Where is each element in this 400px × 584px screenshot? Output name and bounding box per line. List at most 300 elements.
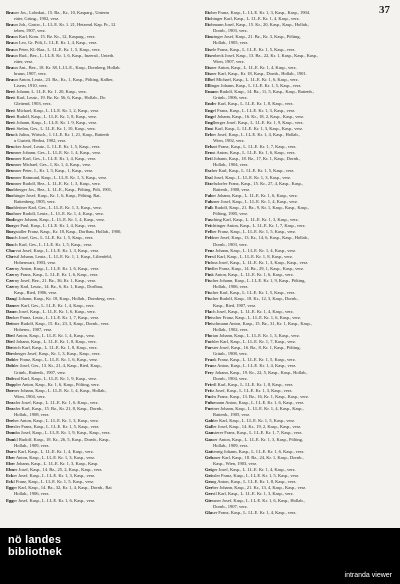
entry-text: edl Karl, Kasp., L. I.L.E. Kr. 1, 8, Kasp., verz. xyxy=(210,381,294,387)
entry-text: hner Rudolf, Leutz., L. I.L.E. Kr. 1, 4, Kasp., verz. xyxy=(13,211,104,217)
entry-text: ner Anton, Kasp., L. I.L.E. Kr. 1, 4, Kasp., verz. xyxy=(210,64,297,70)
entry-surname: Bru xyxy=(6,162,14,168)
entry-text: rny Karl, Leutz., 14. Bz., 6, Kr. 1, Kasp., Dorfbau, xyxy=(13,284,104,290)
entry-surname: Die xyxy=(6,332,13,338)
entry-text: Dornb., 1907, verz. xyxy=(213,503,248,509)
entry-text: Gleitend, 1903, verz. xyxy=(14,101,52,107)
entry-surname: Bra xyxy=(6,77,14,83)
entry-text: rmann Anton, Kasp., L. I.L.E. Kr. 1, 6, Kasp., verz. xyxy=(212,400,305,405)
entry-text: nner Michael, Ges., 1, Kr. 1, 4, Kasp., verz. xyxy=(13,162,92,168)
entry-surname: End xyxy=(205,101,214,107)
entry-text: l Johann, Kasp., 18. Bz., 17, Kr. 1, Kasp., Dornb., xyxy=(211,156,301,162)
entry-text: ler Karl, Kasp., L. I.L.E. Kr. 1, 5, Kasp., verz. xyxy=(213,418,296,424)
entry-surname: Fri xyxy=(205,387,211,393)
entry-text: cher Rudolf, Kasp., 18. Kr., 12, 3, Kasp., Dornb., xyxy=(210,296,299,302)
entry-surname: Dol xyxy=(6,375,13,381)
entry-text: Wien, 1904, verz. xyxy=(14,393,46,399)
entry-text: lberger Josef, Kasp., L. I.L.E. Kr. 1, 9, Kasp., verz. xyxy=(212,119,304,125)
entry-text: Grünb., 1908, verz. xyxy=(213,351,248,357)
entry-text: hleitner Karl, Ges., L. I.L.E. Kr. 1, 3, Kasp., verz. xyxy=(13,205,102,210)
entry-text: ching Karl, Kasp., L. I.L.E. Kr. 1, 3, Kasp., verz. xyxy=(211,217,299,223)
entry-surname: Etz xyxy=(205,180,212,186)
entry-surname: Eic xyxy=(205,22,212,28)
entry-surname: Fra xyxy=(205,357,212,363)
entry-text: enbeck Josef, Kasp., 13. Bz., 22, Kr. 1, Kasp., Kasp., Kasp., xyxy=(210,52,319,58)
entry-surname: Ebe xyxy=(6,454,14,460)
entry-surname: Eis xyxy=(205,46,211,52)
entry-surname: Ell xyxy=(205,83,211,89)
entry-surname: Fur xyxy=(205,406,213,412)
entry-surname: Fab xyxy=(205,192,213,198)
entry-text: Grünb., Rattenb., 1907, verz. xyxy=(14,369,67,375)
entry-text: k Anton, Kasp., L. I.L.E. Kr. 1, 6, Kasp., verz. xyxy=(211,272,294,278)
entry-surname: Eis xyxy=(205,70,211,76)
entry-text: z Johann, Kasp., L. I.L.E. Kr. 1, 4, Kasp., verz. xyxy=(212,247,297,253)
entry-surname: Gas xyxy=(205,436,213,442)
entry-surname: Dan xyxy=(6,302,15,308)
entry-surname: Gan xyxy=(205,430,214,436)
entry-text: Dornb., 1903, verz. xyxy=(213,241,248,247)
entry-text: ser Anton, Kasp., L. I.L.E. Kr. 1, 3, Kasp., Pölting, xyxy=(212,436,304,442)
entry-surname: Bre xyxy=(6,89,13,95)
entry-text: el Michael, Kasp., L. I.L.E. Kr. 1, 6, Kasp., verz. xyxy=(211,77,299,83)
entry-surname: Dra xyxy=(6,400,14,405)
entry-surname: Elb xyxy=(205,77,212,83)
entry-surname: Chr xyxy=(6,253,14,259)
entry-text: tner Johann, Kasp., L. I.L.E. Kr. 1, 4, Kasp., Kasp., xyxy=(212,406,304,412)
entry-surname: Dan xyxy=(6,296,15,302)
entry-text: hinger Karl, Kasp., L. I.L.E. Kr. 1, 4, Kasp., verz. xyxy=(211,16,300,22)
entry-text: nner Johann, Ges., L. I.L.E. Kr. 1, 4, Kasp., verz. xyxy=(13,150,102,156)
entry-surname: Bru xyxy=(6,180,14,186)
entry-text: rüter, verz. xyxy=(14,58,34,64)
entry-text: it Stefan, Ges., L. I.L.E. Kr. 1, 10, Kasp., verz. xyxy=(12,125,96,131)
entry-text: ler Josef, Ges., 13. Kr., 21, 4, Kasp., Ried, Kasp., xyxy=(14,363,102,369)
entry-surname: Bra xyxy=(6,46,14,52)
entry-surname: Bre xyxy=(6,107,13,113)
entry-text: stl Karl, Kasp., L. I.L.E. Kr. 1, 8, Kasp., verz. xyxy=(211,253,293,259)
entry-surname: Bus xyxy=(6,235,14,241)
left-column xyxy=(6,10,194,504)
entry-surname: Dop xyxy=(6,381,15,387)
entry-text: rvat Josef, Kasp., L. I.L.E. Kr. 1, 3, Kasp., verz. xyxy=(14,247,100,253)
entry-text: Hohenw., 1907, verz. xyxy=(14,326,53,332)
entry-text: inger Johann, Kasp., L. I.L.E. Kr. 1, 4, Kasp., verz. xyxy=(14,217,106,223)
entry-text: Hollab., 1902, verz. xyxy=(213,326,249,332)
entry-text: un Joh., Gastw., L. I.L.E. Kr. 1. 21, Hetzend. Kap. Pr., 12 xyxy=(13,22,116,28)
entry-text: Hollab., 1908, verz. xyxy=(14,412,50,418)
entry-text: ger Paul, Kasp., L. I.L.E. Kr. 1, 4, Kasp., verz. xyxy=(13,223,97,229)
entry-text: Hollab., 1906, verz. xyxy=(14,491,50,497)
entry-text: nner Raimund, Kasp., L. I.L.E. Kr. 1, 3, Kasp., verz. xyxy=(13,174,108,180)
entry-surname: Bur xyxy=(6,229,14,235)
entry-text: ker Franz, Leutz., L. I.L.E. Kr. 1, 7, Kasp., verz. xyxy=(13,314,100,320)
entry-text: ch Josef, Kasp., L. I.L.E. Kr. 1, 4, Kasp., verz. xyxy=(211,308,294,314)
entry-text: rg Anton, Kasp., L. I.L.E. Kr. 1, 8, Kasp., verz. xyxy=(212,479,297,485)
entry-surname: Ess xyxy=(205,174,212,180)
entry-surname: Gat xyxy=(205,448,213,454)
entry-text: un Ant., Bez., 18. Kr. 38, L.I.L.E., Kasp., Dornberg, Hollab. xyxy=(13,64,121,70)
entry-surname: Fie xyxy=(205,265,211,271)
entry-text: dner Josef, Kasp., 13. Kr., 14, 6, Kasp., Kasp., Hollab., xyxy=(210,235,310,241)
entry-surname: Bru xyxy=(6,150,14,156)
entry-text: tl Anton, Kasp., L. I.L.E. Kr. 1, 4, Kasp., verz. xyxy=(12,332,96,338)
entry-text: xler Franz, Kasp., L. I.L.E. Kr. 1, 5, Kasp., verz. xyxy=(13,424,100,430)
entry-text: her Anton, Kasp., L. I.L.E. Kr. 1, 3, Kasp., verz. xyxy=(13,418,99,424)
entry-text: er Karl, Kasp., 14. Bz., 32, Kr. 1, 4, Kasp., Dornb., Rai xyxy=(13,485,112,491)
entry-surname: Ern xyxy=(205,150,213,156)
entry-surname: For xyxy=(205,345,212,351)
entry-text: ezal Karl, Kasp., L. I.L.E. Kr. 1, 9, Kasp., verz. xyxy=(12,375,97,381)
entry-surname: Geo xyxy=(205,479,213,485)
entry-surname: Eng xyxy=(205,107,213,113)
entry-text: ner Karl, Ges., L. I.L.E. Kr. 1, 4, Kasp., verz. xyxy=(14,302,95,308)
entry-text: Pölting, 1905, verz. xyxy=(213,211,249,217)
entry-surname: Egg xyxy=(6,485,14,491)
entry-text: ssler Franz, Kasp., L. I.L.E. Kr. 1, 5, Kasp., verz. xyxy=(211,473,300,479)
entry-surname: Fri xyxy=(205,381,211,387)
entry-surname: Bru xyxy=(6,174,14,180)
entry-text: ischmann Anton, Kasp., 15. Bz., 31, Kr. 1, Kasp., Kasp., xyxy=(210,320,312,326)
entry-surname: Fuc xyxy=(205,393,213,399)
entry-text: ch Karl, Ges., L. I.L.E. Kr. 1, 5, Kasp., verz. xyxy=(13,241,93,247)
entry-text: Dornb., 1903, verz. xyxy=(213,28,248,34)
entry-surname: Bra xyxy=(6,52,14,58)
entry-text: y Johann, Kasp., 19. Kr., 22, 5, Kasp., Kasp., Hollab., xyxy=(211,369,308,375)
entry-text: hna Josef, Kasp., L. I.L.E. Kr. 1, 3, Kasp., Kasp., verz. xyxy=(210,259,309,265)
entry-text: ternig Johann, Kasp., L. I.L.E. Kr. 1, 6, Kasp., verz. xyxy=(212,448,305,454)
entry-surname: Bra xyxy=(6,40,14,46)
entry-surname: Egg xyxy=(6,497,14,503)
entry-surname: Gab xyxy=(205,418,214,424)
entry-text: nz Anton, Kasp., L. I.L.E. Kr. 1, 4, Kasp., verz. xyxy=(212,363,297,369)
entry-text: er Karl, Kasp., L. I.L.E. Kr. 1, 8, Kasp., verz. xyxy=(213,101,294,107)
page-number: 37 xyxy=(379,4,390,16)
entry-text: st Karl, Kasp., L. I.L.E. Kr. 1, 4, Kasp., verz. xyxy=(13,448,94,454)
entry-text: Lisern, 1910, verz. xyxy=(14,83,48,89)
right-column xyxy=(205,10,393,516)
entry-text: un Peter, Kl.-Raa., L. I.L.E. Kr. 1, 5, Kasp., verz. xyxy=(13,46,101,52)
entry-text: ber Johann, Kasp., 21. Kr., 13, 4, Kasp., Kasp., verz. xyxy=(212,485,307,491)
entry-text: un Karl, Kom. 15. Bz. Kr., 12, Kasparg., verz. xyxy=(13,34,96,40)
entry-surname: Bur xyxy=(6,223,14,229)
entry-text: it Karl, Leutz., 19. Bz. Kr. 56, 6, Kasp., Hollab., Do xyxy=(12,95,106,101)
entry-surname: Cze xyxy=(6,284,14,290)
entry-surname: Fal xyxy=(205,205,212,210)
entry-text: tl Johann, Kasp., L. I.L.E. Kr. 1, 8, Kasp., verz. xyxy=(12,339,97,345)
entry-surname: Bru xyxy=(6,168,14,174)
entry-surname: Geb xyxy=(205,454,214,460)
entry-text: un Anton, Leutz., 23. Bz., Kr., 1, Kasp., Pölting, Kalber, xyxy=(13,77,114,83)
entry-text: pler Anton, Kasp., Kr. 1, 6, Kasp., Pölting, verz. xyxy=(14,381,100,387)
entry-text: Rattenb., 1905, verz. xyxy=(213,412,251,418)
entry-surname: Fer xyxy=(205,253,212,259)
entry-text: k Rudolf, Kasp., 21. Bz., 9, Kr. 1, Kasp., Kasp., Kasp., xyxy=(211,205,309,210)
entry-surname: Fah xyxy=(205,198,213,204)
entry-surname: Eic xyxy=(205,10,212,15)
entry-text: r Johann, Kasp., L. I.L.E. Kr. 1, 3, Kasp., Kasp. xyxy=(13,460,99,466)
entry-surname: Fuh xyxy=(205,400,213,405)
entry-text: ck Julius, Wirtsch., 1. I.L.E. Kr. 1, 21, Kasp., Rattenb xyxy=(13,131,109,137)
entry-surname: Fei xyxy=(205,223,211,229)
entry-text: Hollab., 1905, verz. xyxy=(213,40,249,46)
entry-surname: Foc xyxy=(205,339,212,345)
entry-text: mer Rudolf, Kasp., 15. Kr., 23, 3, Kasp., Dornb., verz. xyxy=(12,320,110,326)
entry-text: ler Josef, Kasp., 14. Kr., 19, 2, Kasp., Kasp., verz. xyxy=(212,424,302,430)
entry-surname: Cze xyxy=(6,265,14,271)
entry-surname: Fic xyxy=(205,259,211,265)
entry-text: art Franz, Kasp., L. I.L.E. Kr. 1, 7, Kasp., verz. xyxy=(212,144,297,150)
entry-surname: Ger xyxy=(205,491,213,497)
entry-text: hinger Josef, Kasp., Kr. 1, 6, Kasp., Pölting, Rat, xyxy=(13,192,101,198)
entry-surname: Dre xyxy=(6,424,14,430)
entry-text: her Franz, Kasp., L. I.L.E. Kr. 1, 3, Kasp., Kasp., 1904. xyxy=(211,10,311,15)
entry-text: cher Johann, Kasp., L. I.L.E. Kr. 1, 9, Kasp., Pölting, xyxy=(210,278,306,284)
entry-text: Hollab., 1906, verz. xyxy=(213,284,249,290)
entry-surname: Fas xyxy=(205,217,212,223)
entry-surname: Gal xyxy=(205,424,212,430)
entry-text: trich Karl, Kasp., L. I.L.E. Kr. 1, 8, Kasp., verz. xyxy=(12,345,98,351)
entry-surname: Fel xyxy=(205,229,211,235)
entry-text: u Gurteit, Herbst, 1902, verz. xyxy=(14,137,67,143)
entry-text: t Karl, Kasp., L. I.L.E. Kr. 1, 3, Kasp., Kasp., verz. xyxy=(212,125,304,131)
entry-text: Hohenwart, 1903, verz. xyxy=(14,259,57,265)
entry-text: tz Josef, Kasp., L. I.L.E. Kr. 1, 3, Kasp., verz. xyxy=(210,387,293,393)
entry-text: rny Franz, Kasp., L. I.L.E. Kr. 1, 6, Kasp., verz. xyxy=(13,272,99,278)
directory-entry xyxy=(6,498,194,504)
entry-surname: Ebn xyxy=(6,467,15,473)
entry-text: Grünb., 1906, verz. xyxy=(213,95,248,101)
entry-surname: Dei xyxy=(6,320,13,326)
entry-text: el Johann, Kasp., 16. Kr., 18, 2, Kasp., Kasp., verz. xyxy=(212,113,305,119)
entry-text: ner Karl, Kasp., Kr. 18, Kasp., Dornb., Hollab., 1901. xyxy=(210,70,307,76)
entry-surname: Fis xyxy=(205,296,211,302)
entry-surname: Dau xyxy=(6,308,15,314)
entry-surname: Fle xyxy=(205,314,211,320)
entry-text: bruun, 1907, verz. xyxy=(14,70,47,76)
entry-surname: Gla xyxy=(205,509,212,515)
entry-surname: Fle xyxy=(205,320,211,326)
entry-surname: Ebe xyxy=(6,460,14,466)
entry-surname: Dra xyxy=(6,406,14,412)
entry-surname: Dor xyxy=(6,387,14,393)
entry-text: un Leo, Gr. Pölt, L. I.L.E. Kr. 1, 4, Kasp., verz. xyxy=(13,40,98,46)
entry-text: nn Rudolf, Kasp., 14. Bz., 11, 5, Kasp., Kasp., Rattenb., xyxy=(214,89,314,95)
entry-text: Rattenb., 1908, verz. xyxy=(213,186,251,192)
entry-text: hmann Josef, Kasp., 15. Kr., 20, Kasp., Kasp., Hollab., xyxy=(211,22,310,28)
entry-text: er Josef, Kasp., 14. Bz., 25, 2, Kasp., Kasp., verz. xyxy=(14,467,103,473)
entry-text: Dornb., 1904, verz. xyxy=(213,375,248,381)
entry-surname: Gei xyxy=(205,473,212,479)
entry-text: zinger Josef, Kasp., 21. Bz., Kr. 3, Kasp., Pölting, xyxy=(211,34,301,40)
entry-surname: Erh xyxy=(205,144,213,150)
entry-surname: Cze xyxy=(6,272,14,278)
entry-surname: Bre xyxy=(6,113,13,119)
entry-text: Kasp., Ried, 1906, verz. xyxy=(14,290,58,296)
entry-surname: Bra xyxy=(6,10,14,15)
entry-surname: Fis xyxy=(205,278,211,284)
entry-text: nberger Josef, Kasp., Kr. 1, 3, Kasp., Kasp., verz. xyxy=(12,351,101,357)
entry-surname: Eng xyxy=(205,113,213,119)
directory-entry xyxy=(205,510,393,516)
entry-text: stl Karl, Kasp., L. I.L.E. Kr. 1, 3, Kasp., verz. xyxy=(212,491,294,497)
entry-text: r Anton, Kasp., L. I.L.E. Kr. 1, 3, Kasp., verz. xyxy=(13,454,96,460)
entry-text: nner Peter, 1., Kr. 1, 5, Kasp., 1, Kasp., verz. xyxy=(13,168,94,174)
entry-surname: Ger xyxy=(205,485,213,491)
entry-text: istl Johann, Leutz., L. I.L.E. Kr. 1, 1, Kasp., Lilienfeld, xyxy=(13,253,112,259)
entry-surname: Eck xyxy=(6,473,14,479)
entry-surname: Eng xyxy=(205,119,213,125)
entry-surname: Dur xyxy=(6,448,14,454)
entry-text: it Johann, Kasp., L. I.L.E. Kr. 1. 9, Kasp., verz. xyxy=(12,119,98,125)
entry-surname: Fen xyxy=(205,247,213,253)
entry-surname: Dir xyxy=(6,351,13,357)
entry-text: Wien, 1907, verz. xyxy=(213,58,245,64)
entry-text: chtinger Anton, Kasp., L. I.L.E. Kr. 1, 7, Kasp., verz. xyxy=(210,223,306,229)
entry-surname: Dob xyxy=(6,357,15,363)
entry-surname: Bre xyxy=(6,125,13,131)
entry-text: ele Franz, Kasp., L. I.L.E. Kr. 1, 5, Kasp., verz. xyxy=(210,46,296,52)
entry-surname: Ert xyxy=(205,156,212,162)
entry-text: ger Josef, Kasp., L. I.L.E. Kr. 1, 4, Kasp., verz. xyxy=(211,467,296,473)
entry-surname: Ens xyxy=(205,125,213,131)
entry-text: el Franz, Kasp., L. I.L.E. Kr. 1, 3, Kasp., verz. xyxy=(212,107,296,113)
entry-surname: Bus xyxy=(6,241,14,247)
entry-surname: Eis xyxy=(205,52,211,58)
entry-surname: Flo xyxy=(205,332,212,338)
viewer-label: intranda viewer xyxy=(344,572,392,579)
entry-surname: Fla xyxy=(205,308,212,314)
entry-text: it Rudolf, Kasp., L. I.L.E. Kr. 1, 8, Kasp., verz. xyxy=(12,113,97,119)
entry-text: ster Josef, Kasp., 16. Bz., 8, Kr. 1, Kasp., Pölting, xyxy=(212,345,301,351)
entry-text: rner Josef, Kasp., L. I.L.E. Kr. 1, 4, Kasp., verz. xyxy=(212,198,298,204)
entry-text: xler Karl, Kasp., 15. Bz., Kr. 21, 8, Kasp., Dornb., xyxy=(13,406,104,412)
entry-text: her Karl, Kasp., L. I.L.E. Kr. 1, 5, Kasp., verz. xyxy=(211,168,295,174)
entry-surname: Fra xyxy=(205,363,212,369)
entry-text: nner Karl, Ges., L. I.L.E. Kr. 1, 4, Kasp., verz. xyxy=(13,156,97,162)
library-logo xyxy=(8,534,62,558)
entry-text: ch Josef, Ges., L. I.L.E. Kr. 1, 5, Kasp., verz. xyxy=(13,235,94,241)
entry-text: xler Josef, Kasp., L. I.L.E. Kr. 1, 6, Kasp., verz. xyxy=(13,400,99,405)
entry-surname: Dum xyxy=(6,430,16,436)
entry-text: ssner Josef, Kasp., L. I.L.E. Kr. 1, 6, Kasp., Hollab., xyxy=(211,497,305,503)
entry-text: er Johann, Kasp., L. I.L.E. Kr. 1, 6, Kasp., verz. xyxy=(212,192,298,198)
entry-surname: Esc xyxy=(205,168,212,174)
entry-surname: Cha xyxy=(6,247,15,253)
entry-text: er Josef, Kasp., L. I.L.E. Kr. 1, 4, Kasp., Hollab., xyxy=(212,131,300,137)
entry-text: ba Josef, Kasp., L. I.L.E. Kr. 1, 9, Kasp., Kasp., verz. xyxy=(15,430,111,436)
entry-text: nner Rudolf, Bez., L. I.L.E. Kr. 1, 3, Kasp., verz. xyxy=(13,180,101,186)
entry-text: un Rud., Bez., L. I.L.E. Kr. 1, 6, Kasp., Inzersd., Unterh. xyxy=(13,52,115,58)
entry-text: elsdorfer Franz, Kasp., 15. Kr., 27, 4, Kasp., Kasp., xyxy=(211,180,303,186)
entry-text: Hollab., 1909, verz. xyxy=(14,442,50,448)
entry-text: sterer Franz, Kasp., L. I.L.E. Kr. 1, 7, Kasp., verz. xyxy=(213,430,303,436)
entry-text: Wien, 1902, verz. xyxy=(213,137,245,143)
entry-surname: Buc xyxy=(6,205,14,210)
entry-surname: Cze xyxy=(6,278,14,284)
entry-text: it Michael, Kasp., L. I.L.E. Kr. 1, 2, Kasp., verz. xyxy=(12,107,100,113)
entry-text: ser Franz, Kasp., L. I.L.E. Kr. 1, 4, Kasp., verz. xyxy=(212,509,297,515)
entry-text: m Josef, Kasp., L. I.L.E. Kr. 1, 6, Kasp., verz. xyxy=(14,308,96,314)
entry-text: auer Karl, Kasp., 18. Bz., 24, Kr. 1, Kasp., Dornb., xyxy=(213,454,304,460)
entry-text: Rattenberg, 1905, verz. xyxy=(14,198,56,204)
entry-text: inger Johann, Kasp., L. I.L.E. Kr. 1, 5, Kasp., verz. xyxy=(210,83,302,89)
entry-surname: Gei xyxy=(205,467,212,473)
entry-surname: Buc xyxy=(6,192,14,198)
entry-text: l Franz, Kasp., L. I.L.E. Kr. 1, 5, Kasp., verz. xyxy=(13,479,95,485)
entry-surname: Bre xyxy=(6,119,13,125)
entry-text: gstaller Franz, Kasp., Kr. 18, Kasp., Dorfbau, Hollab., 1900, xyxy=(13,229,122,235)
entry-surname: Bra xyxy=(6,64,14,70)
entry-surname: Eck xyxy=(6,479,14,485)
entry-surname: Buc xyxy=(6,211,14,217)
entry-surname: Ema xyxy=(205,89,215,95)
entry-surname: Fis xyxy=(205,290,211,296)
entry-surname: Eis xyxy=(205,64,211,70)
entry-text: nk Franz, Kasp., L. I.L.E. Kr. 1, 5, Kasp., verz. xyxy=(212,357,296,363)
entry-surname: Bre xyxy=(6,95,13,101)
entry-surname: Dun xyxy=(6,436,15,442)
entry-text: er Josef, Kasp., L. I.L.E. Kr. 1, 6, Kasp., verz. xyxy=(13,497,96,503)
entry-surname: Fel xyxy=(205,235,211,241)
entry-text: cher Karl, Kasp., L. I.L.E. Kr. 1, 5, Kasp., verz. xyxy=(210,290,296,296)
logo-line-1: nö landes xyxy=(8,534,62,546)
entry-text: Kasp., Ried, 1907, verz. xyxy=(213,302,257,308)
entry-surname: Erb xyxy=(205,131,213,137)
entry-text: rny Anton, Kasp., L. I.L.E. Kr. 1, 6, Kasp., verz. xyxy=(13,265,100,271)
entry-text: st Anton, Kasp., L. I.L.E. Kr. 1, 6, Kasp., verz. xyxy=(212,150,296,156)
entry-text: ieben, 1907, verz. xyxy=(14,28,46,34)
entry-text: rny Josef, Bez., 21. Bz., 36, Kr. 1, Kasp., verz. xyxy=(13,278,97,284)
entry-surname: Die xyxy=(6,339,13,345)
entry-text: ner Johann, Kasp., L. I.L.E. Kr. 1, 4, Kasp., Hollab., xyxy=(13,387,107,393)
entry-surname: Dre xyxy=(6,418,14,424)
entry-text: hler Karl, Kasp., L. I.L.E. Kr. 1, 7, Kasp., verz. xyxy=(212,339,296,345)
entry-text: rian Johann, Kasp., L. I.L.E. Kr. 1, 3, Kasp., verz. xyxy=(211,332,300,338)
entry-text: kl Rudolf, Kasp., 18. Kr., 26, 5, Kasp., Dornb., Kasp., xyxy=(14,436,111,442)
entry-surname: Bud xyxy=(6,217,15,223)
entry-text: uer Jos., Lohnkut., 15. Bz., Kr., 10, Kasparg., Unterm xyxy=(13,10,109,15)
entry-text: rüter, Grüng., 1902, verz. xyxy=(14,16,60,22)
entry-surname: Die xyxy=(6,345,13,351)
entry-text: Hollab., 1904, verz. xyxy=(213,162,249,168)
entry-surname: Fre xyxy=(205,369,212,375)
entry-text: it Johann, L. I.L.E. Kr. 1. 20, Kasp., verz. xyxy=(12,89,87,95)
entry-text: hs Franz, Kasp., 13. Bz., 16, Kr. 1, Kasp., Kasp., verz. xyxy=(212,393,309,399)
entry-surname: Bru xyxy=(6,131,14,137)
entry-surname: Bru xyxy=(6,156,14,162)
entry-text: ischer Franz, Kasp., L. I.L.E. Kr. 1, 6, Kasp., verz. xyxy=(210,314,301,320)
entry-surname: Fin xyxy=(205,272,212,278)
entry-surname: Dob xyxy=(6,363,15,369)
entry-text: l Josef, Kasp., L. I.L.E. Kr. 1, 3, Kasp., verz. xyxy=(211,174,292,180)
entry-surname: Dec xyxy=(6,314,14,320)
entry-text: ber Franz, Kasp., L. I.L.E. Kr. 1, 5, Kasp., verz. xyxy=(210,229,296,235)
entry-text: gl Johann, Kasp., Kr. 18, Kasp., Hollab., Dornberg, verz. xyxy=(14,296,116,302)
entry-surname: Buc xyxy=(6,186,14,192)
entry-surname: Bra xyxy=(6,22,14,28)
entry-text: ler Franz, Kasp., L. I.L.E. Kr. 1, 6, Kasp., verz. xyxy=(14,357,99,363)
entry-text: er Josef, Kasp., L. I.L.E. Kr. 1, 3, Kasp., verz. xyxy=(13,473,96,479)
entry-text: hberger Jos., Bez., L. I.L.E., Kasp., Pölting, Pölt, 1901, xyxy=(13,186,113,192)
entry-text: Hollab., 1909, verz. xyxy=(213,442,249,448)
logo-line-2: bibliothek xyxy=(8,546,62,558)
entry-text: Kasp., Wien, 1903, verz. xyxy=(213,460,258,466)
entry-surname: Bru xyxy=(6,144,14,150)
entry-surname: Ein xyxy=(205,34,212,40)
entry-surname: Bra xyxy=(6,34,14,40)
entry-text: cker Josef, Leutz., L. I.L.E. Kr. 1, 5, Kasp., verz. xyxy=(13,144,101,150)
